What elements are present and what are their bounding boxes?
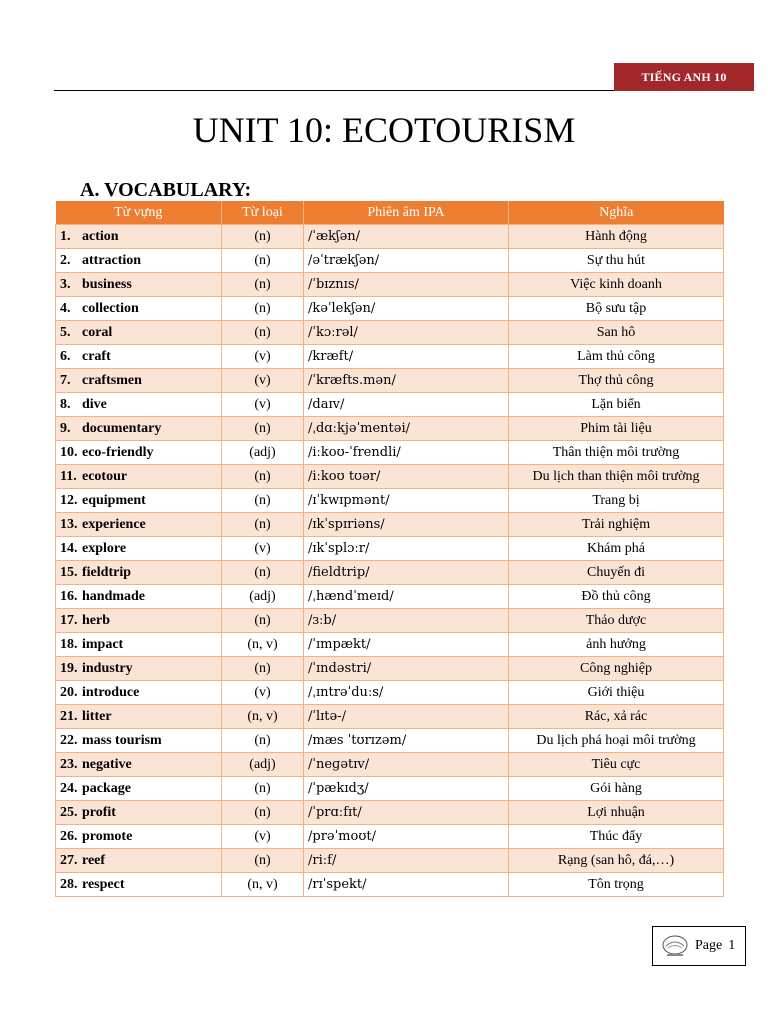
vocab-word-cell xyxy=(56,681,222,705)
ipa-cell: /ɪkˈsplɔːr/ xyxy=(304,537,509,561)
word-type-cell: (v) xyxy=(222,345,304,369)
word-type-cell: (adj) xyxy=(222,753,304,777)
row-number: 16. xyxy=(60,588,78,604)
vocab-word-cell xyxy=(56,801,222,825)
vocab-word: profit xyxy=(82,804,116,820)
meaning-cell: Rác, xả rác xyxy=(509,705,724,729)
word-type-cell: (n) xyxy=(222,801,304,825)
word-type-cell: (n) xyxy=(222,417,304,441)
word-type-cell: (n) xyxy=(222,273,304,297)
vocab-word: reef xyxy=(82,852,106,868)
row-number: 2. xyxy=(60,252,71,268)
word-type-cell: (n) xyxy=(222,321,304,345)
table-row xyxy=(56,585,724,609)
ipa-cell: /ˌhændˈmeɪd/ xyxy=(304,585,509,609)
meaning-cell: Hành động xyxy=(509,225,724,249)
row-number: 7. xyxy=(60,372,71,388)
table-row xyxy=(56,273,724,297)
subject-badge: TIẾNG ANH 10 xyxy=(614,63,754,91)
meaning-cell: Gói hàng xyxy=(509,777,724,801)
column-header-word: Từ vựng xyxy=(56,201,222,225)
ipa-cell: /ˈækʃən/ xyxy=(304,225,509,249)
vocabulary-table xyxy=(55,201,724,897)
vocab-word: mass tourism xyxy=(82,732,162,748)
table-row xyxy=(56,681,724,705)
row-number: 19. xyxy=(60,660,78,676)
ipa-cell: /ˈkræfts.mən/ xyxy=(304,369,509,393)
table-row xyxy=(56,873,724,897)
word-type-cell: (adj) xyxy=(222,585,304,609)
ipa-cell: /ˈneɡətɪv/ xyxy=(304,753,509,777)
word-type-cell: (n) xyxy=(222,513,304,537)
meaning-cell: Đồ thủ công xyxy=(509,585,724,609)
word-type-cell: (v) xyxy=(222,537,304,561)
table-row xyxy=(56,393,724,417)
table-row xyxy=(56,705,724,729)
vocab-word: promote xyxy=(82,828,133,844)
ipa-cell: /ɪkˈspɪriəns/ xyxy=(304,513,509,537)
table-row xyxy=(56,297,724,321)
column-header-type: Từ loại xyxy=(222,201,304,225)
word-type-cell: (n) xyxy=(222,465,304,489)
vocab-word: impact xyxy=(82,636,124,652)
meaning-cell: Lặn biển xyxy=(509,393,724,417)
vocab-word: package xyxy=(82,780,131,796)
table-row xyxy=(56,249,724,273)
row-number: 9. xyxy=(60,420,71,436)
row-number: 20. xyxy=(60,684,78,700)
ipa-cell: /ˌɪntrəˈduːs/ xyxy=(304,681,509,705)
ipa-cell: /ˈkɔːrəl/ xyxy=(304,321,509,345)
word-type-cell: (v) xyxy=(222,369,304,393)
meaning-cell: Trang bị xyxy=(509,489,724,513)
vocab-word-cell xyxy=(56,345,222,369)
ipa-cell: /ˈɪmpækt/ xyxy=(304,633,509,657)
row-number: 18. xyxy=(60,636,78,652)
vocab-word: equipment xyxy=(82,492,146,508)
meaning-cell: Việc kinh doanh xyxy=(509,273,724,297)
row-number: 10. xyxy=(60,444,78,460)
table-body xyxy=(56,225,724,897)
table-row xyxy=(56,729,724,753)
table-row xyxy=(56,513,724,537)
row-number: 5. xyxy=(60,324,71,340)
vocab-word-cell xyxy=(56,705,222,729)
row-number: 26. xyxy=(60,828,78,844)
word-type-cell: (n, v) xyxy=(222,633,304,657)
ipa-cell: /daɪv/ xyxy=(304,393,509,417)
ipa-cell: /riːf/ xyxy=(304,849,509,873)
vocab-word-cell xyxy=(56,249,222,273)
word-type-cell: (v) xyxy=(222,825,304,849)
ipa-cell: /ɪˈkwɪpmənt/ xyxy=(304,489,509,513)
meaning-cell: Tôn trọng xyxy=(509,873,724,897)
ipa-cell: /iːkoʊ-ˈfrendli/ xyxy=(304,441,509,465)
row-number: 28. xyxy=(60,876,78,892)
table-row xyxy=(56,849,724,873)
meaning-cell: Thảo dược xyxy=(509,609,724,633)
column-header-ipa: Phiên âm IPA xyxy=(304,201,509,225)
table-row xyxy=(56,441,724,465)
word-type-cell: (n) xyxy=(222,297,304,321)
word-type-cell: (n) xyxy=(222,777,304,801)
vocab-word-cell xyxy=(56,537,222,561)
vocab-word: handmade xyxy=(82,588,146,604)
meaning-cell: Trải nghiệm xyxy=(509,513,724,537)
meaning-cell: Làm thủ công xyxy=(509,345,724,369)
vocab-word: fieldtrip xyxy=(82,564,131,580)
table-row xyxy=(56,609,724,633)
vocab-word: experience xyxy=(82,516,146,532)
vocab-word: negative xyxy=(82,756,132,772)
meaning-cell: Rạng (san hô, đá,…) xyxy=(509,849,724,873)
vocab-word-cell xyxy=(56,441,222,465)
header-rule xyxy=(54,90,614,91)
ipa-cell: /kræft/ xyxy=(304,345,509,369)
vocab-word-cell xyxy=(56,465,222,489)
table-row xyxy=(56,369,724,393)
row-number: 8. xyxy=(60,396,71,412)
ipa-cell: /ɜːb/ xyxy=(304,609,509,633)
row-number: 11. xyxy=(60,468,77,484)
vocab-word-cell xyxy=(56,849,222,873)
meaning-cell: San hô xyxy=(509,321,724,345)
vocab-word: explore xyxy=(82,540,127,556)
meaning-cell: Lợi nhuận xyxy=(509,801,724,825)
word-type-cell: (n) xyxy=(222,657,304,681)
vocab-word-cell xyxy=(56,753,222,777)
publisher-logo-icon xyxy=(661,933,689,959)
vocab-word: attraction xyxy=(82,252,142,268)
vocab-word: respect xyxy=(82,876,125,892)
vocab-word-cell xyxy=(56,417,222,441)
vocab-word-cell xyxy=(56,657,222,681)
table-row xyxy=(56,825,724,849)
vocab-word: collection xyxy=(82,300,139,316)
vocab-word-cell xyxy=(56,297,222,321)
table-header-row xyxy=(56,201,724,225)
vocab-word: industry xyxy=(82,660,133,676)
ipa-cell: /fieldtrip/ xyxy=(304,561,509,585)
column-header-meaning: Nghĩa xyxy=(509,201,724,225)
ipa-cell: /ˈɪndəstri/ xyxy=(304,657,509,681)
ipa-cell: /kəˈlekʃən/ xyxy=(304,297,509,321)
table-row xyxy=(56,465,724,489)
word-type-cell: (n) xyxy=(222,489,304,513)
meaning-cell: Tiêu cực xyxy=(509,753,724,777)
row-number: 21. xyxy=(60,708,78,724)
meaning-cell: Khám phá xyxy=(509,537,724,561)
vocab-word: eco-friendly xyxy=(82,444,154,460)
meaning-cell: Chuyến đi xyxy=(509,561,724,585)
meaning-cell: Giới thiệu xyxy=(509,681,724,705)
word-type-cell: (n) xyxy=(222,561,304,585)
vocab-word-cell xyxy=(56,225,222,249)
table-row xyxy=(56,561,724,585)
row-number: 1. xyxy=(60,228,71,244)
vocab-word-cell xyxy=(56,585,222,609)
vocab-word: documentary xyxy=(82,420,162,436)
vocab-word: introduce xyxy=(82,684,140,700)
word-type-cell: (n) xyxy=(222,225,304,249)
meaning-cell: Sự thu hút xyxy=(509,249,724,273)
word-type-cell: (v) xyxy=(222,681,304,705)
table-row xyxy=(56,633,724,657)
vocab-word: business xyxy=(82,276,132,292)
vocab-word: herb xyxy=(82,612,110,628)
meaning-cell: Bộ sưu tập xyxy=(509,297,724,321)
row-number: 25. xyxy=(60,804,78,820)
vocab-word: dive xyxy=(82,396,107,412)
vocab-word: coral xyxy=(82,324,113,340)
vocab-word-cell xyxy=(56,561,222,585)
meaning-cell: Du lịch than thiện môi trường xyxy=(509,465,724,489)
word-type-cell: (n) xyxy=(222,609,304,633)
row-number: 12. xyxy=(60,492,78,508)
ipa-cell: /ˌdɑːkjəˈmentəi/ xyxy=(304,417,509,441)
word-type-cell: (v) xyxy=(222,393,304,417)
row-number: 3. xyxy=(60,276,71,292)
table-row xyxy=(56,537,724,561)
row-number: 13. xyxy=(60,516,78,532)
page-number: 1 xyxy=(728,938,736,953)
ipa-cell: /prəˈmoʊt/ xyxy=(304,825,509,849)
vocab-word-cell xyxy=(56,873,222,897)
unit-title: UNIT 10: ECOTOURISM xyxy=(192,110,576,150)
table-row xyxy=(56,657,724,681)
meaning-cell: Du lịch phá hoại môi trường xyxy=(509,729,724,753)
row-number: 17. xyxy=(60,612,78,628)
table-row xyxy=(56,417,724,441)
row-number: 15. xyxy=(60,564,78,580)
word-type-cell: (n) xyxy=(222,729,304,753)
vocab-word: craft xyxy=(82,348,111,364)
vocab-word: litter xyxy=(82,708,112,724)
table-row xyxy=(56,225,724,249)
word-type-cell: (n, v) xyxy=(222,873,304,897)
vocab-word-cell xyxy=(56,489,222,513)
table-row xyxy=(56,489,724,513)
table-row xyxy=(56,753,724,777)
ipa-cell: /ˈpækɪdʒ/ xyxy=(304,777,509,801)
meaning-cell: Phim tài liệu xyxy=(509,417,724,441)
row-number: 4. xyxy=(60,300,71,316)
vocab-word-cell xyxy=(56,729,222,753)
row-number: 27. xyxy=(60,852,78,868)
meaning-cell: ảnh hưởng xyxy=(509,633,724,657)
ipa-cell: /ˈlɪtə-/ xyxy=(304,705,509,729)
vocab-word-cell xyxy=(56,633,222,657)
meaning-cell: Thúc đẩy xyxy=(509,825,724,849)
ipa-cell: /ˈbɪznɪs/ xyxy=(304,273,509,297)
section-heading: A. VOCABULARY: xyxy=(80,179,252,201)
word-type-cell: (adj) xyxy=(222,441,304,465)
ipa-cell: /ˈprɑːfɪt/ xyxy=(304,801,509,825)
word-type-cell: (n) xyxy=(222,249,304,273)
table-row xyxy=(56,801,724,825)
table-row xyxy=(56,345,724,369)
ipa-cell: /rɪˈspekt/ xyxy=(304,873,509,897)
vocab-word-cell xyxy=(56,513,222,537)
page-label: Page xyxy=(695,938,723,953)
word-type-cell: (n) xyxy=(222,849,304,873)
table-row xyxy=(56,321,724,345)
vocab-word-cell xyxy=(56,777,222,801)
vocab-word-cell xyxy=(56,369,222,393)
vocab-word: action xyxy=(82,228,119,244)
vocab-word-cell xyxy=(56,273,222,297)
row-number: 24. xyxy=(60,780,78,796)
ipa-cell: /əˈtrækʃən/ xyxy=(304,249,509,273)
vocab-word-cell xyxy=(56,393,222,417)
row-number: 6. xyxy=(60,348,71,364)
table-row xyxy=(56,777,724,801)
row-number: 14. xyxy=(60,540,78,556)
ipa-cell: /mæs ˈtʊrɪzəm/ xyxy=(304,729,509,753)
page-number-box xyxy=(652,926,746,966)
row-number: 22. xyxy=(60,732,78,748)
ipa-cell: /iːkoʊ tʊər/ xyxy=(304,465,509,489)
vocab-word-cell xyxy=(56,321,222,345)
vocab-word-cell xyxy=(56,825,222,849)
meaning-cell: Thân thiện môi trường xyxy=(509,441,724,465)
meaning-cell: Thợ thủ công xyxy=(509,369,724,393)
word-type-cell: (n, v) xyxy=(222,705,304,729)
row-number: 23. xyxy=(60,756,78,772)
vocab-word: ecotour xyxy=(82,468,128,484)
meaning-cell: Công nghiệp xyxy=(509,657,724,681)
vocab-word-cell xyxy=(56,609,222,633)
vocab-word: craftsmen xyxy=(82,372,142,388)
